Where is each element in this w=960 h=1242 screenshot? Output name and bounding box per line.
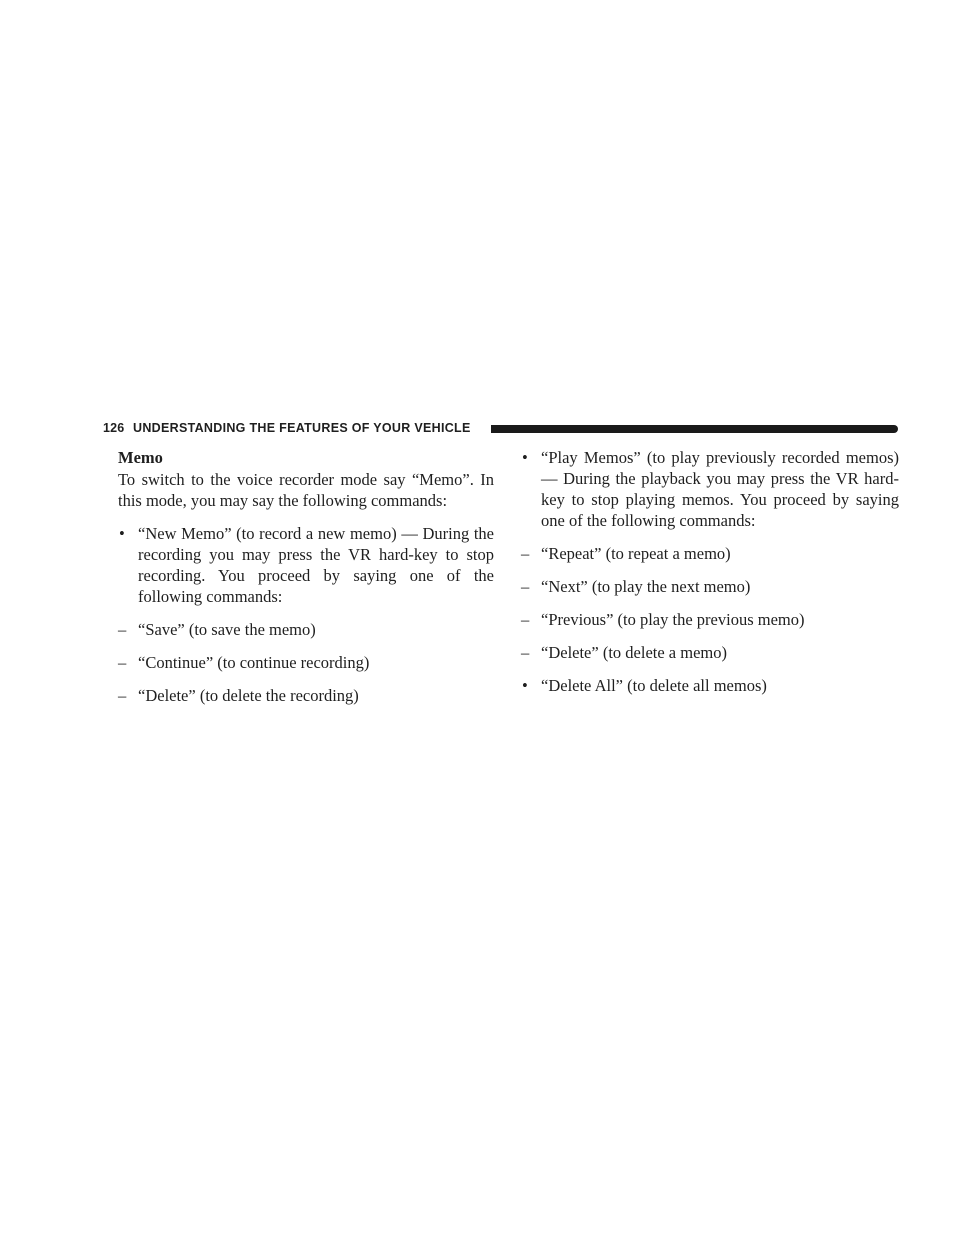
sub-item — [521, 576, 899, 597]
sub-item-text: “Continue” (to continue recording) — [138, 653, 370, 672]
dash-icon: – — [118, 653, 127, 672]
bullet-icon: • — [119, 524, 125, 543]
dash-icon: – — [521, 544, 530, 563]
bullet-delete-all — [521, 675, 899, 696]
sub-item-text: “Delete” (to delete a memo) — [541, 643, 727, 662]
sub-item — [118, 619, 494, 640]
sub-item — [521, 642, 899, 663]
bullet-play-memos — [521, 447, 899, 531]
dash-icon: – — [118, 620, 127, 639]
section-title: UNDERSTANDING THE FEATURES OF YOUR VEHICLE — [133, 421, 471, 435]
bullet-new-memo — [118, 523, 494, 607]
bullet-icon: • — [522, 448, 528, 467]
bullet-icon: • — [522, 676, 528, 695]
sub-item — [118, 652, 494, 673]
sub-item-text: “Previous” (to play the previous memo) — [541, 610, 805, 629]
bullet-text: “Play Memos” (to play previously recorded memos) — During the playback you may press the VR hard-key to stop playing memos. You proceed by saying one of the following commands: — [541, 448, 899, 530]
sub-item — [521, 609, 899, 630]
left-column — [118, 447, 494, 706]
bullet-text: “Delete All” (to delete all memos) — [541, 676, 767, 695]
right-column — [521, 447, 899, 696]
bullet-text: “New Memo” (to record a new memo) — During the recording you may press the VR hard-key to stop recording. You proceed by saying one of the following commands: — [138, 524, 494, 606]
sub-item — [118, 685, 494, 706]
page-number: 126 — [103, 421, 125, 435]
sub-item-text: “Delete” (to delete the recording) — [138, 686, 359, 705]
dash-icon: – — [521, 643, 530, 662]
memo-heading: Memo — [118, 448, 163, 467]
header-rule-bar — [491, 425, 898, 433]
sub-item — [521, 543, 899, 564]
intro-paragraph: To switch to the voice recorder mode say “Memo”. In this mode, you may say the following commands: — [118, 470, 494, 510]
sub-item-text: “Next” (to play the next memo) — [541, 577, 751, 596]
dash-icon: – — [521, 610, 530, 629]
sub-item-text: “Save” (to save the memo) — [138, 620, 316, 639]
dash-icon: – — [118, 686, 127, 705]
page-header — [103, 419, 898, 437]
sub-item-text: “Repeat” (to repeat a memo) — [541, 544, 731, 563]
dash-icon: – — [521, 577, 530, 596]
